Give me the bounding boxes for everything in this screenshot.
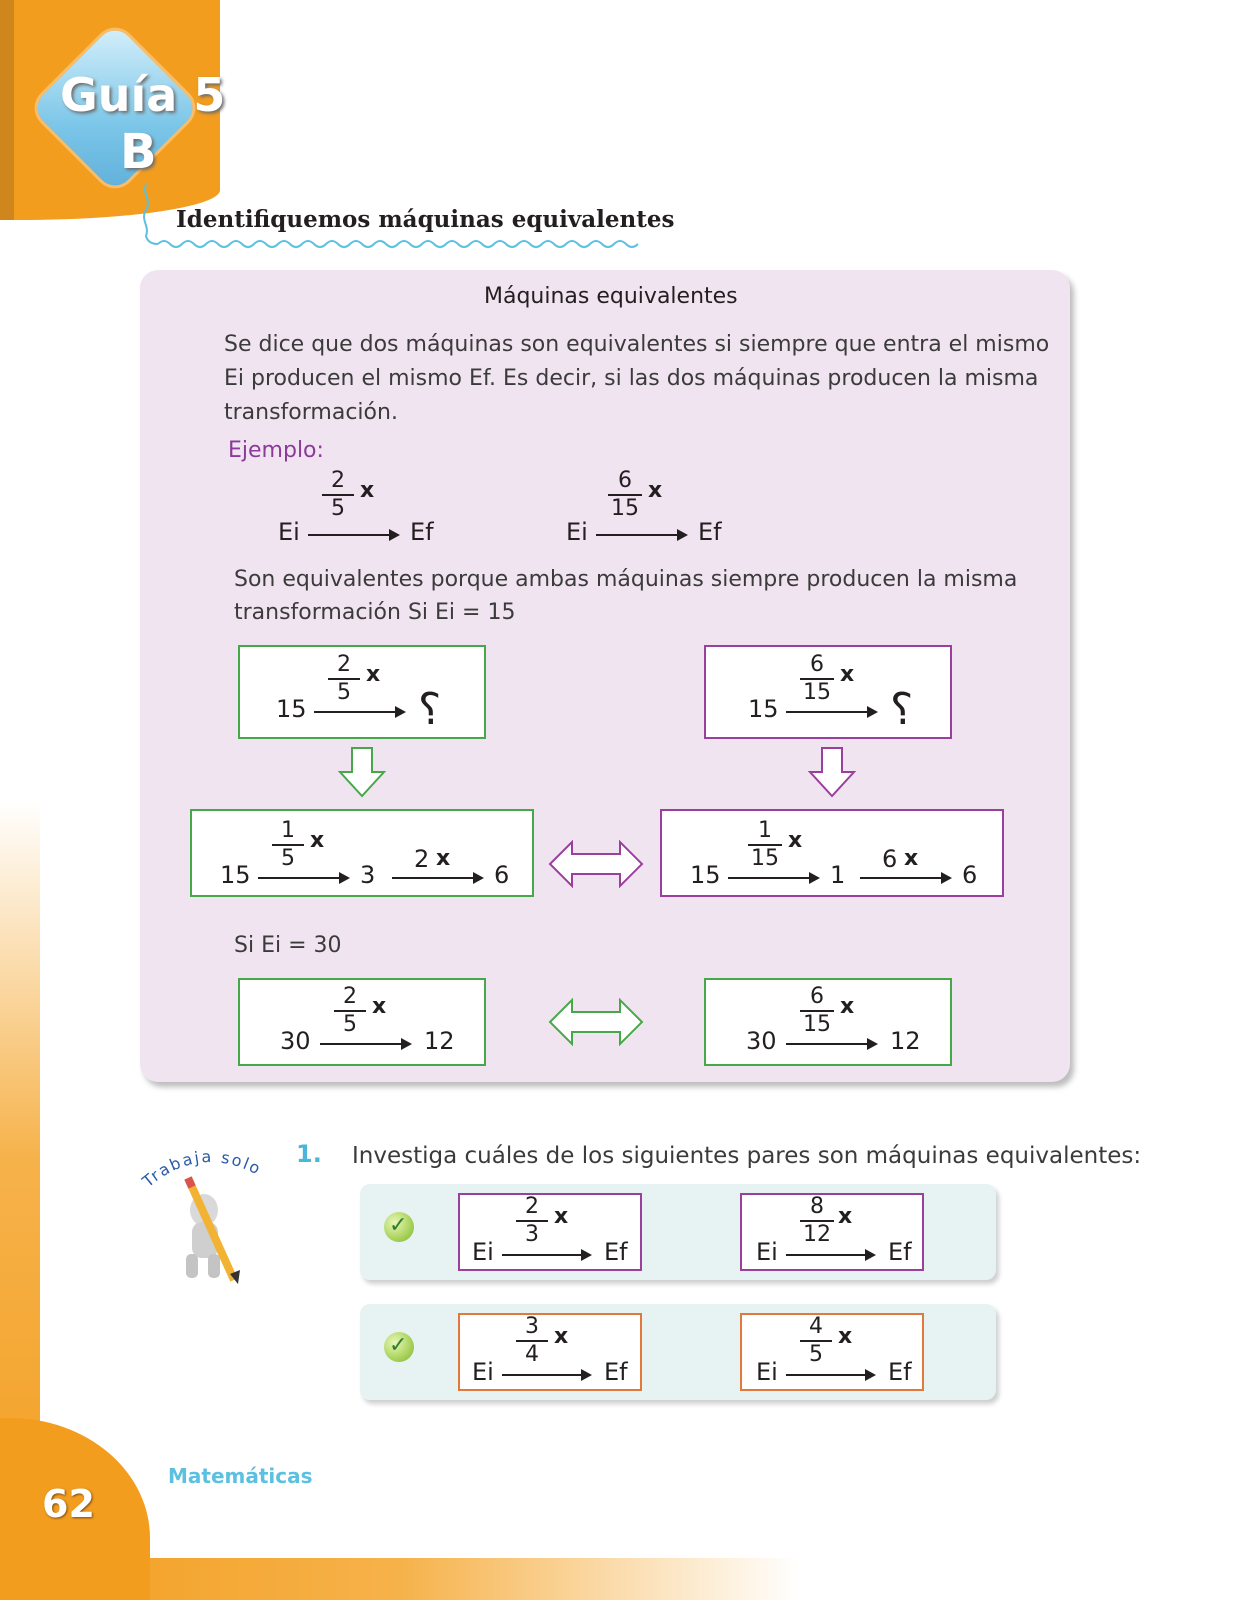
ex1-arrow [308,534,398,536]
p1a-ei: Ei [472,1238,494,1266]
m30b-fraction: 6 15 [800,986,834,1036]
p2b-arrow [786,1374,874,1376]
m30a-arrow [320,1043,410,1045]
ex2-ef: Ef [698,518,722,546]
m30b-x: x [840,994,855,1019]
d15a-arrow-2 [392,877,482,879]
m15a-input: 15 [276,695,307,723]
d15a-mult: 2 [414,845,430,873]
d15b-x-1: x [788,828,803,853]
guia-label: Guía 5 [60,68,226,122]
m30b-out: 12 [890,1027,921,1055]
page-heading: Identifiquemos máquinas equivalentes [176,206,675,233]
checkmark-icon[interactable]: ✓ [384,1332,414,1362]
double-arrow-green [548,996,644,1048]
page-number: 62 [42,1482,95,1526]
machine-15a [238,645,486,739]
ex2-fraction: 6 15 [608,470,642,520]
ex1-fraction: 2 5 [322,470,354,520]
p1b-arrow [786,1254,874,1256]
corner-shade [0,0,14,220]
d15b-arrow-1 [728,877,818,879]
p2b-fraction: 4 5 [800,1316,832,1366]
p1b-ei: Ei [756,1238,778,1266]
d15a-x-2: x [436,846,451,871]
d15b-input: 15 [690,861,721,889]
m30a-x: x [372,994,387,1019]
m15b-x: x [840,662,855,687]
m30a-input: 30 [280,1027,311,1055]
m15a-arrow [314,711,404,713]
m30b-input: 30 [746,1027,777,1055]
down-arrow-purple [806,746,858,798]
p1a-arrow [502,1254,590,1256]
checkmark-icon[interactable]: ✓ [384,1212,414,1242]
ex1-x: x [360,478,375,503]
d15b-out: 6 [962,861,978,889]
ex2-x: x [648,478,663,503]
d15b-x-2: x [904,846,919,871]
ex2-arrow [596,534,686,536]
m15b-question: ? [890,684,914,735]
m30b-arrow [786,1043,876,1045]
si-ei-30-label: Si Ei = 30 [234,933,342,958]
p1b-fraction: 8 12 [800,1196,834,1246]
p2a-ei: Ei [472,1358,494,1386]
example-label: Ejemplo: [228,438,324,463]
p2a-ef: Ef [604,1358,628,1386]
p2b-x: x [838,1324,853,1349]
m30a-fraction: 2 5 [334,986,366,1036]
m15a-question: ? [418,684,442,735]
d15a-arrow-1 [258,877,348,879]
p2a-x: x [554,1324,569,1349]
exercise-instruction: Investiga cuáles de los siguientes pares son máquinas equivalentes: [352,1143,1142,1169]
p2a-fraction: 3 4 [516,1316,548,1366]
box-title: Máquinas equivalentes [484,284,738,309]
p2b-ei: Ei [756,1358,778,1386]
m15b-fraction: 6 15 [800,654,834,704]
explanation-line-2: transformación Si Ei = 15 [234,600,516,625]
p1b-x: x [838,1204,853,1229]
d15a-input: 15 [220,861,251,889]
footer-subject: Matemáticas [168,1464,313,1488]
p1a-fraction: 2 3 [516,1196,548,1246]
guia-letter: B [120,124,157,180]
d15a-fraction: 1 5 [272,820,304,870]
definition-line-2: Ei producen el mismo Ef. Es decir, si las dos máquinas producen la misma [224,366,1039,391]
m15a-x: x [366,662,381,687]
p1a-ef: Ef [604,1238,628,1266]
d15a-mid: 3 [360,861,376,889]
m15a-fraction: 2 5 [328,654,360,704]
trabaja-solo-text: Trabaja solo [138,1146,266,1191]
d15a-x-1: x [310,828,325,853]
down-arrow-green [336,746,388,798]
ex1-ei: Ei [278,518,300,546]
m15b-arrow [786,711,876,713]
p1a-x: x [554,1204,569,1229]
p2a-arrow [502,1374,590,1376]
definition-line-3: transformación. [224,400,398,425]
exercise-number: 1. [296,1140,322,1168]
d15b-mid: 1 [830,861,846,889]
d15b-fraction: 1 15 [748,820,782,870]
d15b-mult: 6 [882,845,898,873]
m15b-input: 15 [748,695,779,723]
d15a-out: 6 [494,861,510,889]
ex1-ef: Ef [410,518,434,546]
definition-line-1: Se dice que dos máquinas son equivalentes si siempre que entra el mismo [224,332,1050,357]
pencil-figure-icon [170,1170,250,1290]
p1b-ef: Ef [888,1238,912,1266]
d15b-arrow-2 [860,877,950,879]
m30a-out: 12 [424,1027,455,1055]
double-arrow-purple [548,838,644,890]
ex2-ei: Ei [566,518,588,546]
p2b-ef: Ef [888,1358,912,1386]
explanation-line-1: Son equivalentes porque ambas máquinas siempre producen la misma [234,567,1018,592]
